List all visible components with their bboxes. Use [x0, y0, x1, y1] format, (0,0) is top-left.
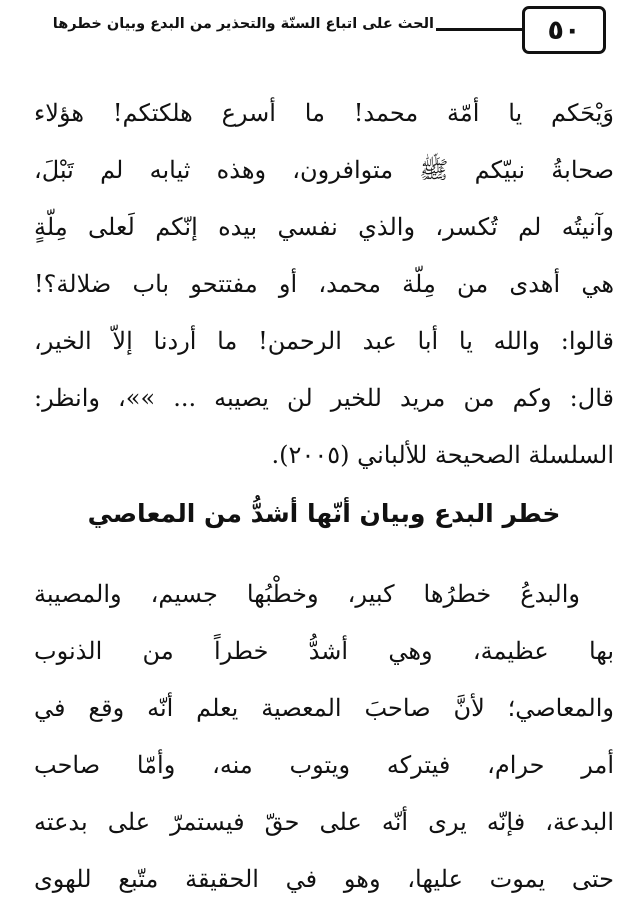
text-line: بها عظيمة، وهي أشدُّ خطراً من الذنوب: [34, 637, 614, 665]
text-line: صحابةُ نبيّكم ﷺ متوافرون، وهذه ثيابه لم تَبْلَ،: [34, 156, 614, 184]
text-line: وآنيتُه لم تُكسر، والذي نفسي بيده إنّكم لَعلى مِلّةٍ: [34, 213, 614, 241]
text-line: حتى يموت عليها، وهو في الحقيقة متّبع للهوى: [34, 865, 614, 893]
text-line: والمعاصي؛ لأنَّ صاحبَ المعصية يعلم أنّه وقع في: [34, 694, 614, 722]
page-number: ٥٠: [547, 14, 581, 46]
text-line: السلسلة الصحيحة للألباني (٢٠٠٥).: [271, 441, 614, 469]
paragraph-2: [34, 566, 614, 908]
page-number-box: [522, 6, 606, 54]
section-heading: خطر البدع وبيان أنّها أشدُّ من المعاصي: [87, 499, 561, 528]
page-header: [26, 6, 612, 58]
running-title: الحث على اتباع السنّة والتحذير من البدع وبيان خطرها: [52, 16, 434, 32]
paragraph-1: [34, 85, 614, 484]
text-line: قالوا: والله يا أبا عبد الرحمن! ما أردنا إلاّ الخير،: [34, 327, 614, 355]
text-line: أمر حرام، فيتركه ويتوب منه، وأمّا صاحب: [34, 751, 614, 779]
text-line: البدعة، فإنّه يرى أنّه على حقّ فيستمرّ على بدعته: [34, 808, 614, 836]
header-rule: [436, 28, 522, 31]
text-line: قال: وكم من مريد للخير لن يصيبه ... »»، وانظر:: [34, 384, 614, 412]
text-line: والبدعُ خطرُها كبير، وخطْبُها جسيم، والمصيبة: [34, 580, 580, 608]
text-line: وَيْحَكم يا أمّة محمد! ما أسرع هلكتكم! هؤلاء: [34, 99, 614, 127]
text-line: هي أهدى من مِلّة محمد، أو مفتتحو باب ضلالة؟!: [34, 270, 614, 298]
